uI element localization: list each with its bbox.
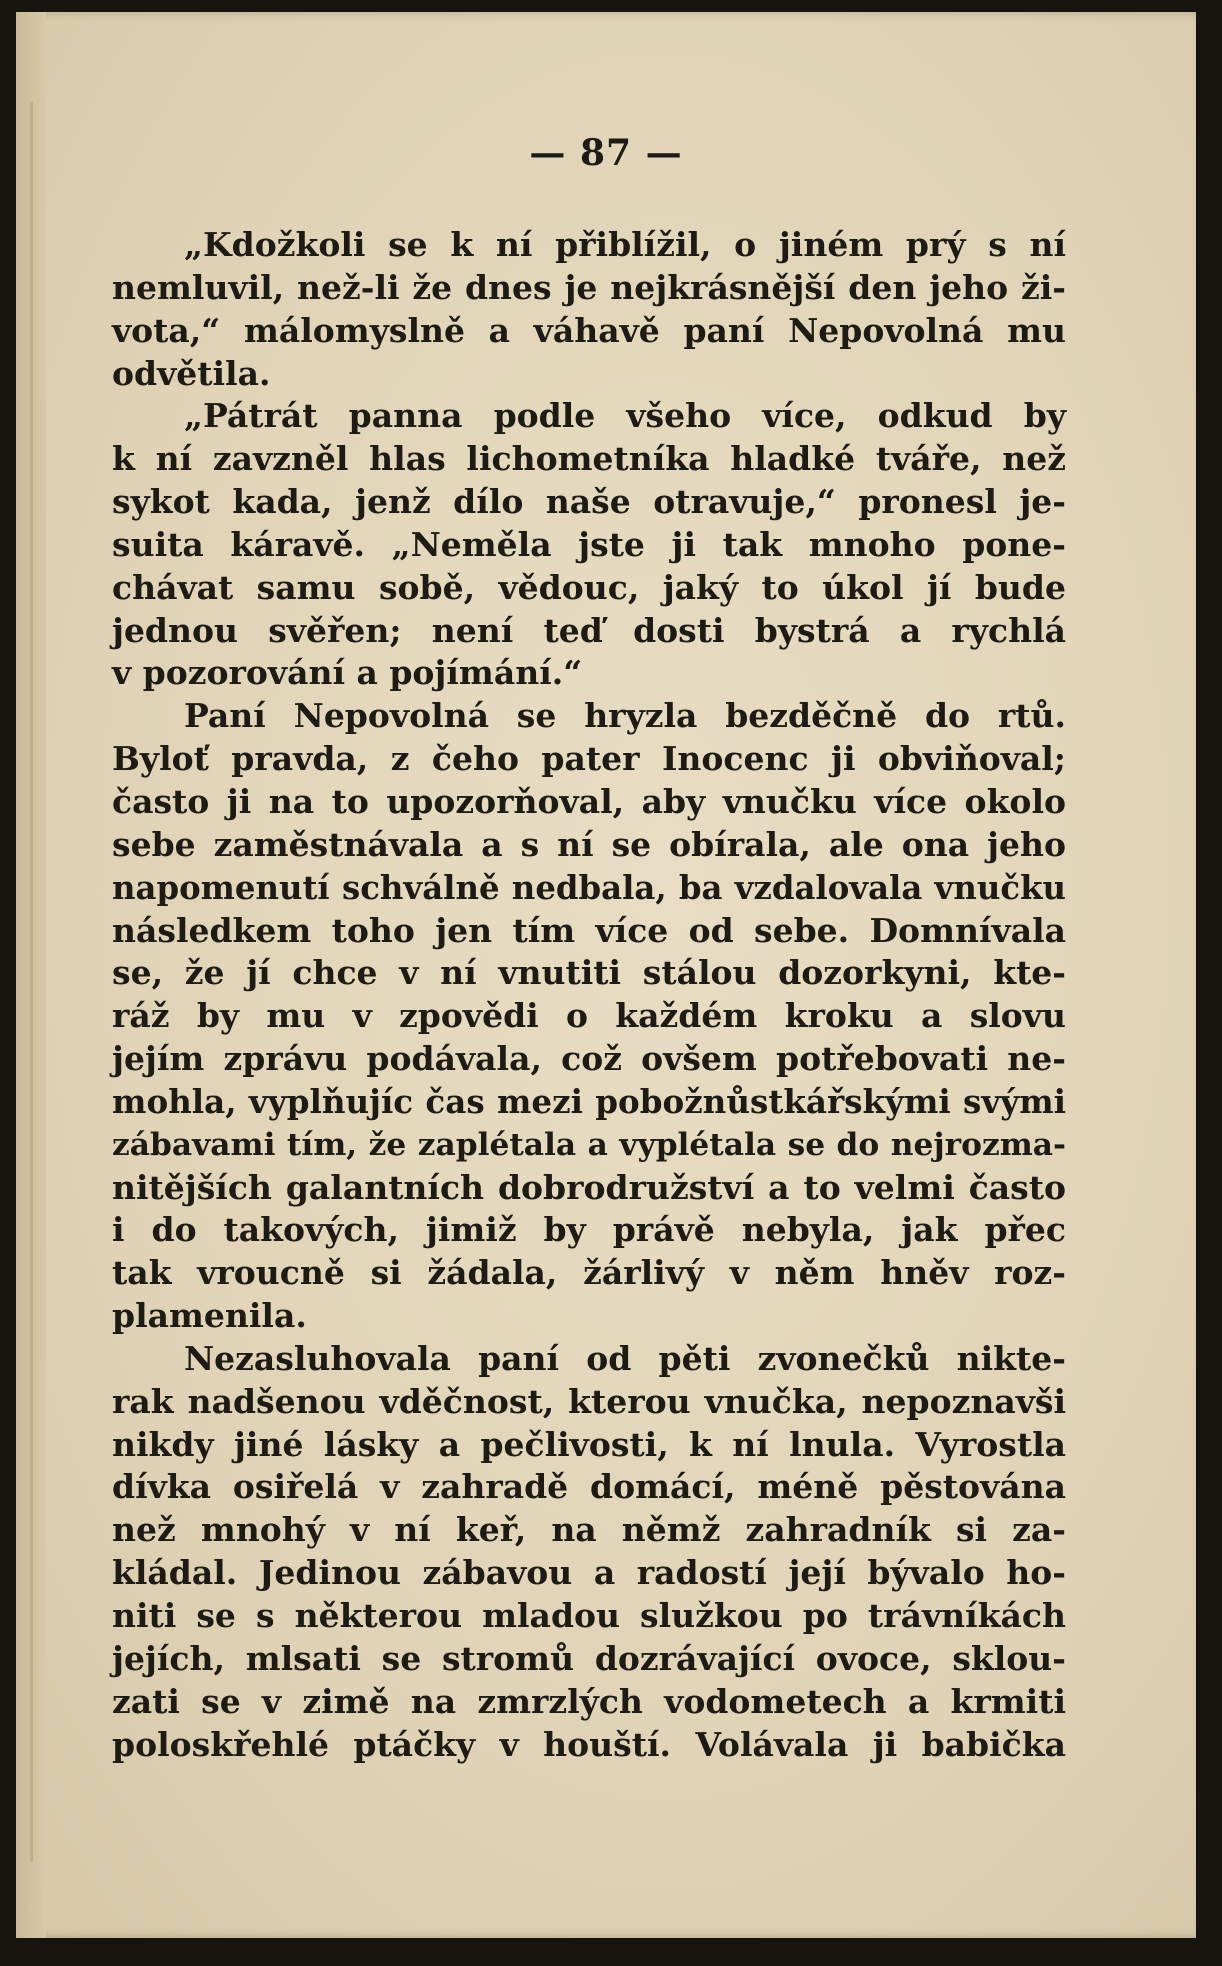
text-line: plamenila. (112, 1296, 307, 1336)
text-line: často ji na to upozorňoval, aby vnučku více okolo (112, 781, 1066, 821)
text-line: Paní Nepovolná se hryzla bezděčně do rtů. (184, 696, 1066, 736)
text-line: tak vroucně si žádala, žárlivý v něm hněv roz- (112, 1253, 1066, 1293)
text-line: napomenutí schválně nedbala, ba vzdalovala vnučku (112, 868, 1066, 907)
text-line: Byloť pravda, z čeho pater Inocenc ji obviňoval; (112, 739, 1066, 779)
text-line: rak nadšenou vděčnost, kterou vnučka, nepoznavši (112, 1381, 1066, 1421)
text-line: následkem toho jen tím více od sebe. Domnívala (112, 910, 1066, 950)
book-page (16, 12, 1196, 1938)
text-line: nitějších galantních dobrodružství a to velmi často (112, 1167, 1066, 1207)
text-line: sebe zaměstnávala a s ní se obírala, ale ona jeho (112, 824, 1066, 864)
text-line: sykot kada, jenž dílo naše otravuje,“ pronesl je- (112, 482, 1066, 522)
text-line: jejích, mlsati se stromů dozrávající ovoce, sklou- (112, 1638, 1066, 1678)
page-gutter (16, 12, 46, 1938)
text-line: chávat samu sobě, vědouc, jaký to úkol jí bude (112, 567, 1066, 607)
text-line: vota,“ málomyslně a váhavě paní Nepovolná mu (112, 310, 1066, 350)
text-line: niti se s některou mladou služkou po trávníkách (112, 1596, 1066, 1635)
text-line: „Pátrát panna podle všeho více, odkud by (184, 396, 1066, 436)
text-line: v pozorování a pojímání.“ (112, 653, 583, 693)
text-line: dívka osiřelá v zahradě domácí, méně pěstována (112, 1467, 1066, 1507)
body-text (112, 224, 1066, 1766)
text-line: „Kdožkoli se k ní přiblížil, o jiném prý s ní (184, 225, 1066, 264)
text-line: Nezasluhovala paní od pěti zvonečků nikte- (184, 1338, 1066, 1378)
text-line: jednou svěřen; není teď dosti bystrá a rychlá (112, 610, 1066, 650)
text-line: nemluvil, než-li že dnes je nejkrásnější den jeho ži- (112, 267, 1066, 307)
text-line: kládal. Jedinou zábavou a radostí její bývalo ho- (112, 1553, 1066, 1593)
text-line: i do takových, jimiž by právě nebyla, jak přec (112, 1210, 1066, 1250)
text-line: nikdy jiné lásky a pečlivosti, k ní lnula. Vyrostla (112, 1424, 1066, 1464)
text-line: odvětila. (112, 353, 271, 393)
page-number: — 87 — (529, 132, 683, 174)
text-line: suita káravě. „Neměla jste ji tak mnoho pone- (112, 524, 1066, 564)
text-line: k ní zavzněl hlas lichometníka hladké tváře, než (112, 439, 1066, 479)
text-line: zati se v zimě na zmrzlých vodometech a krmiti (112, 1681, 1066, 1721)
text-line: než mnohý v ní keř, na němž zahradník si za- (112, 1510, 1066, 1550)
text-line: ráž by mu v zpovědi o každém kroku a slovu (112, 996, 1066, 1036)
text-line: se, že jí chce v ní vnutiti stálou dozorkyni, kte- (112, 953, 1066, 993)
text-line: poloskřehlé ptáčky v houští. Volávala ji babička (112, 1724, 1066, 1764)
text-line: jejím zprávu podávala, což ovšem potřebovati ne- (112, 1039, 1066, 1079)
text-line: mohla, vyplňujíc čas mezi pobožnůstkářskými svými (112, 1081, 1066, 1121)
text-line: zábavami tím, že zaplétala a vyplétala se do nejrozma- (112, 1126, 1066, 1163)
binding-edge (30, 102, 33, 1862)
